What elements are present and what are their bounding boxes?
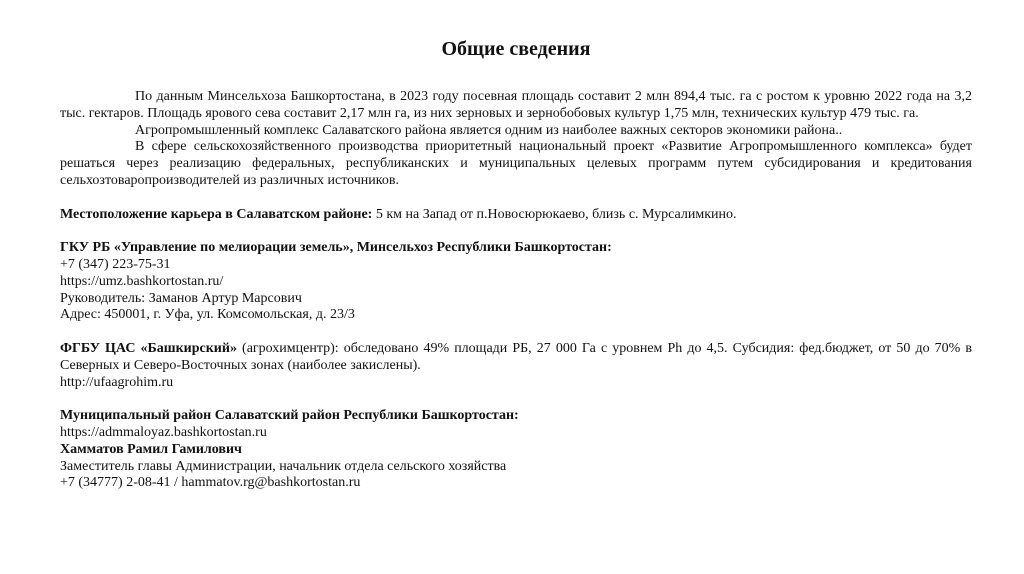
fgbu-url-link[interactable]: http://ufaagrohim.ru: [60, 374, 174, 390]
municipal-url-link[interactable]: https://admmaloyaz.bashkortostan.ru: [60, 424, 267, 440]
municipal-position: Заместитель главы Администрации, начальник отдела сельского хозяйства: [60, 458, 507, 474]
intro-paragraph-3: В сфере сельскохозяйственного производства приоритетный национальный проект «Развитие Агропромышленного комплекса» будет решаться через реализацию федеральных, республиканских и муниципальных целевых программ путем субсидирования и кредитования сельхозтоваропроизводителей из различных источников.: [60, 139, 972, 188]
gku-address: Адрес: 450001, г. Уфа, ул. Комсомольская, д. 23/3: [60, 307, 355, 323]
municipal-person-name: Хамматов Рамил Гамилович: [60, 441, 242, 457]
intro-paragraph-1: По данным Минсельхоза Башкортостана, в 2023 году посевная площадь составит 2 млн 894,4 тыс. га с ростом к уровню 2022 года на 3,2 тыс. гектаров. Площадь ярового сева составит 2,17 млн га, из них зерновых и зернобобовых культур 1,75 млн, технических культур 479 тыс. га.: [60, 89, 972, 121]
municipal-contacts: +7 (34777) 2-08-41 / hammatov.rg@bashkortostan.ru: [60, 475, 361, 491]
document-body: [60, 89, 972, 492]
gku-head: Руководитель: Заманов Артур Марсович: [60, 290, 302, 306]
fgbu-text: (агрохимцентр): обследовано 49% площади РБ, 27 000 Га с уровнем Ph до 4,5. Субсидия: фед.бюджет, от 50 до 70% в Северных и Северо-Восточных зонах (наиболее закислены).: [60, 340, 972, 373]
municipal-heading: [60, 408, 972, 425]
gku-phone: +7 (347) 223-75-31: [60, 256, 171, 272]
municipal-heading-text: Муниципальный район Салаватский район Республики Башкортостан:: [60, 408, 519, 424]
location-value: 5 км на Запад от п.Новосюрюкаево, близь с. Мурсалимкино.: [372, 206, 737, 222]
gku-heading-text: ГКУ РБ «Управление по мелиорации земель», Минсельхоз Республики Башкортостан:: [60, 240, 612, 256]
location-label: Местоположение карьера в Салаватском районе:: [60, 206, 373, 222]
fgbu-paragraph: [60, 341, 972, 375]
intro-paragraph-2: Агропромышленный комплекс Салаватского района является одним из наиболее важных секторов экономики района..: [135, 122, 843, 138]
gku-url-link[interactable]: https://umz.bashkortostan.ru/: [60, 273, 224, 289]
municipal-person: [60, 442, 972, 459]
gku-heading: [60, 240, 972, 257]
page-title: Общие сведения: [441, 38, 591, 60]
location-line: [60, 207, 972, 224]
fgbu-heading: ФГБУ ЦАС «Башкирский»: [60, 340, 237, 356]
